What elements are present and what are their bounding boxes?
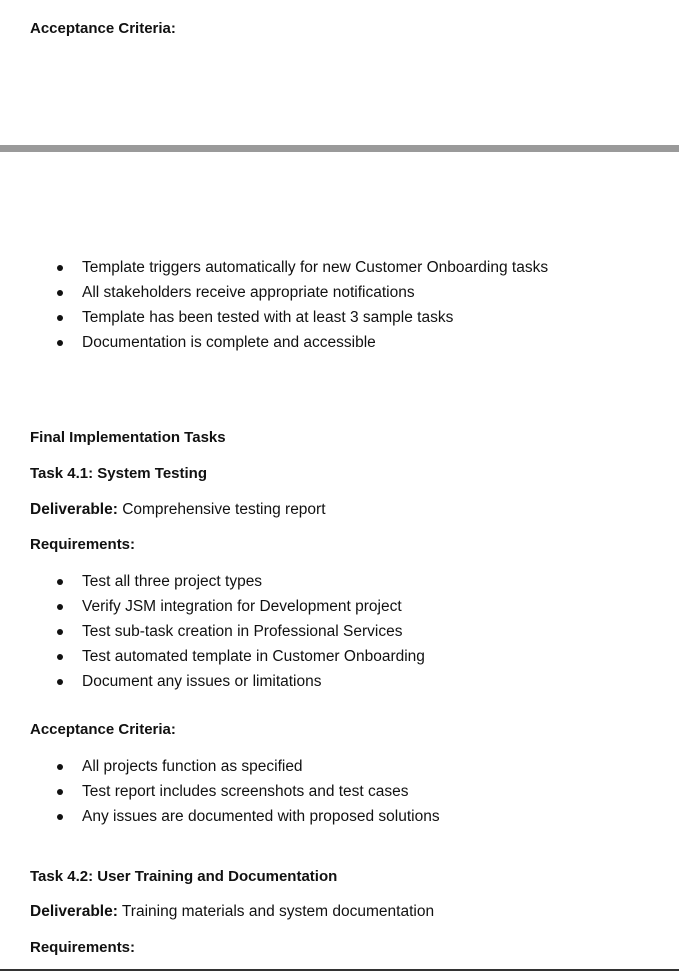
bullet-icon: [57, 629, 63, 635]
final-implementation-heading: Final Implementation Tasks: [30, 429, 226, 446]
page-bottom-edge: [0, 969, 679, 971]
task-4-2-requirements-heading: Requirements:: [30, 939, 136, 956]
deliverable-label: Deliverable:: [30, 903, 118, 920]
bullet-icon: [57, 604, 63, 610]
task-4-1-requirements-heading: Requirements:: [30, 536, 136, 553]
bullet-icon: [57, 315, 63, 321]
task-4-2-deliverable: [30, 903, 434, 921]
bullet-icon: [57, 579, 63, 585]
bullet-icon: [57, 654, 63, 660]
bullet-icon: [57, 265, 63, 271]
bullet-icon: [57, 290, 63, 296]
deliverable-label: Deliverable:: [30, 501, 118, 518]
task-4-2-title: Task 4.2: User Training and Documentation: [30, 868, 338, 885]
task-4-1-deliverable: [30, 501, 326, 519]
bullet-icon: [57, 814, 63, 820]
deliverable-text: Training materials and system documentation: [117, 903, 435, 920]
deliverable-text: Comprehensive testing report: [117, 501, 326, 518]
bullet-icon: [57, 789, 63, 795]
acceptance-criteria-heading-top: Acceptance Criteria:: [30, 20, 176, 37]
task-4-1-acceptance-heading: Acceptance Criteria:: [30, 721, 176, 738]
bullet-icon: [57, 340, 63, 346]
bullet-icon: [57, 679, 63, 685]
task-4-1-title: Task 4.1: System Testing: [30, 465, 208, 482]
bullet-icon: [57, 764, 63, 770]
page-divider: [0, 145, 679, 152]
